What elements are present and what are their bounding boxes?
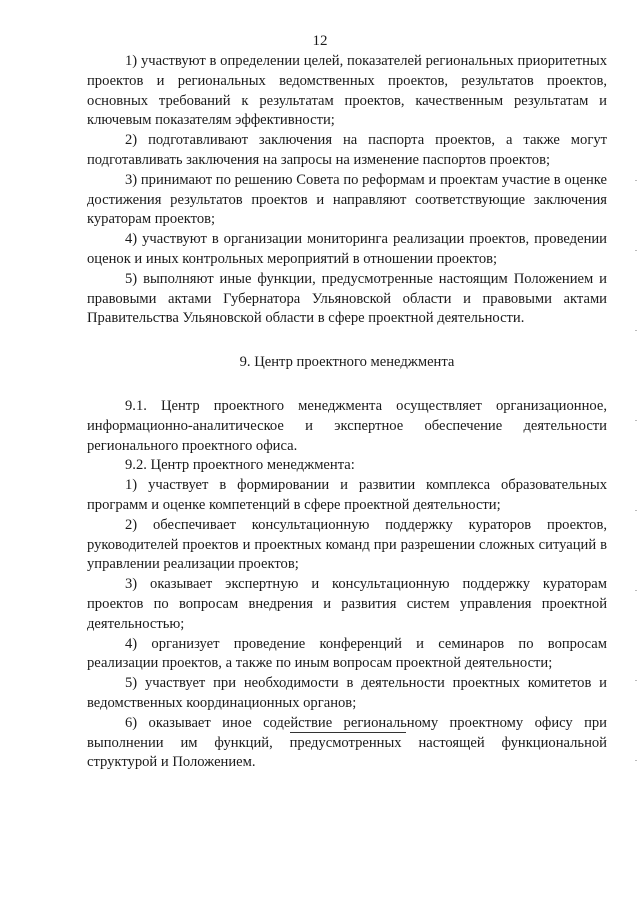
list-item: 3) оказывает экспертную и консультационную поддержку кураторам проектов по вопросам внедрения и развития систем управления проектной деятельностью; <box>87 576 607 632</box>
page-number: 12 <box>312 33 328 49</box>
section-title-text: 9. Центр проектного менеджмента <box>239 354 455 371</box>
paragraph-9-2: 9.2. Центр проектного менеджмента: <box>125 457 355 474</box>
paragraph-9-1: 9.1. Центр проектного менеджмента осуществляет организационное, информационно-аналитическое и экспертное обеспечение деятельности регионального проектного офиса. <box>87 397 607 454</box>
list-item: 1) участвуют в определении целей, показателей региональных приоритетных проектов и региональных ведомственных проектов, результатов проектов, основных требований к результатам проектов, качественным результатам и ключевым показателям эффективности; <box>87 53 607 129</box>
list-item: 5) участвует при необходимости в деятельности проектных комитетов и ведомственных координационных органов; <box>87 675 607 711</box>
list-item: 6) оказывает иное содействие региональному проектному офису при выполнении им функций, предусмотренных настоящей функциональной структурой и Положением. <box>87 714 607 771</box>
list-item: 5) выполняют иные функции, предусмотренные настоящим Положением и правовыми актами Губернатора Ульяновской области и правовыми актами Правительства Ульяновской области в сфере проектной деятельности. <box>87 270 607 327</box>
list-item: 4) участвуют в организации мониторинга реализации проектов, проведении оценок и иных контрольных мероприятий в отношении проектов; <box>87 231 607 267</box>
list-item: 2) обеспечивает консультационную поддержку кураторов проектов, руководителей проектов и проектных команд при разрешении сложных ситуаций в управлении реализации проектов; <box>87 516 607 573</box>
list-item: 3) принимают по решению Совета по реформам и проектам участие в оценке достижения результатов проектов и направляют соответствующие заключения кураторам проектов; <box>87 171 607 228</box>
document-body <box>87 52 607 773</box>
scan-margin-specks <box>631 120 637 820</box>
section-heading <box>87 353 607 373</box>
list-item: 4) организует проведение конференций и семинаров по вопросам реализации проектов, а также по иным вопросам проектной деятельности; <box>87 635 607 672</box>
list-item: 2) подготавливают заключения на паспорта проектов, а также могут подготавливать заключения на запросы на изменение паспортов проектов; <box>87 132 607 168</box>
end-separator-line <box>290 732 406 733</box>
list-item: 1) участвует в формировании и развитии комплекса образовательных программ и оценке компетенций в сфере проектной деятельности; <box>87 477 607 513</box>
